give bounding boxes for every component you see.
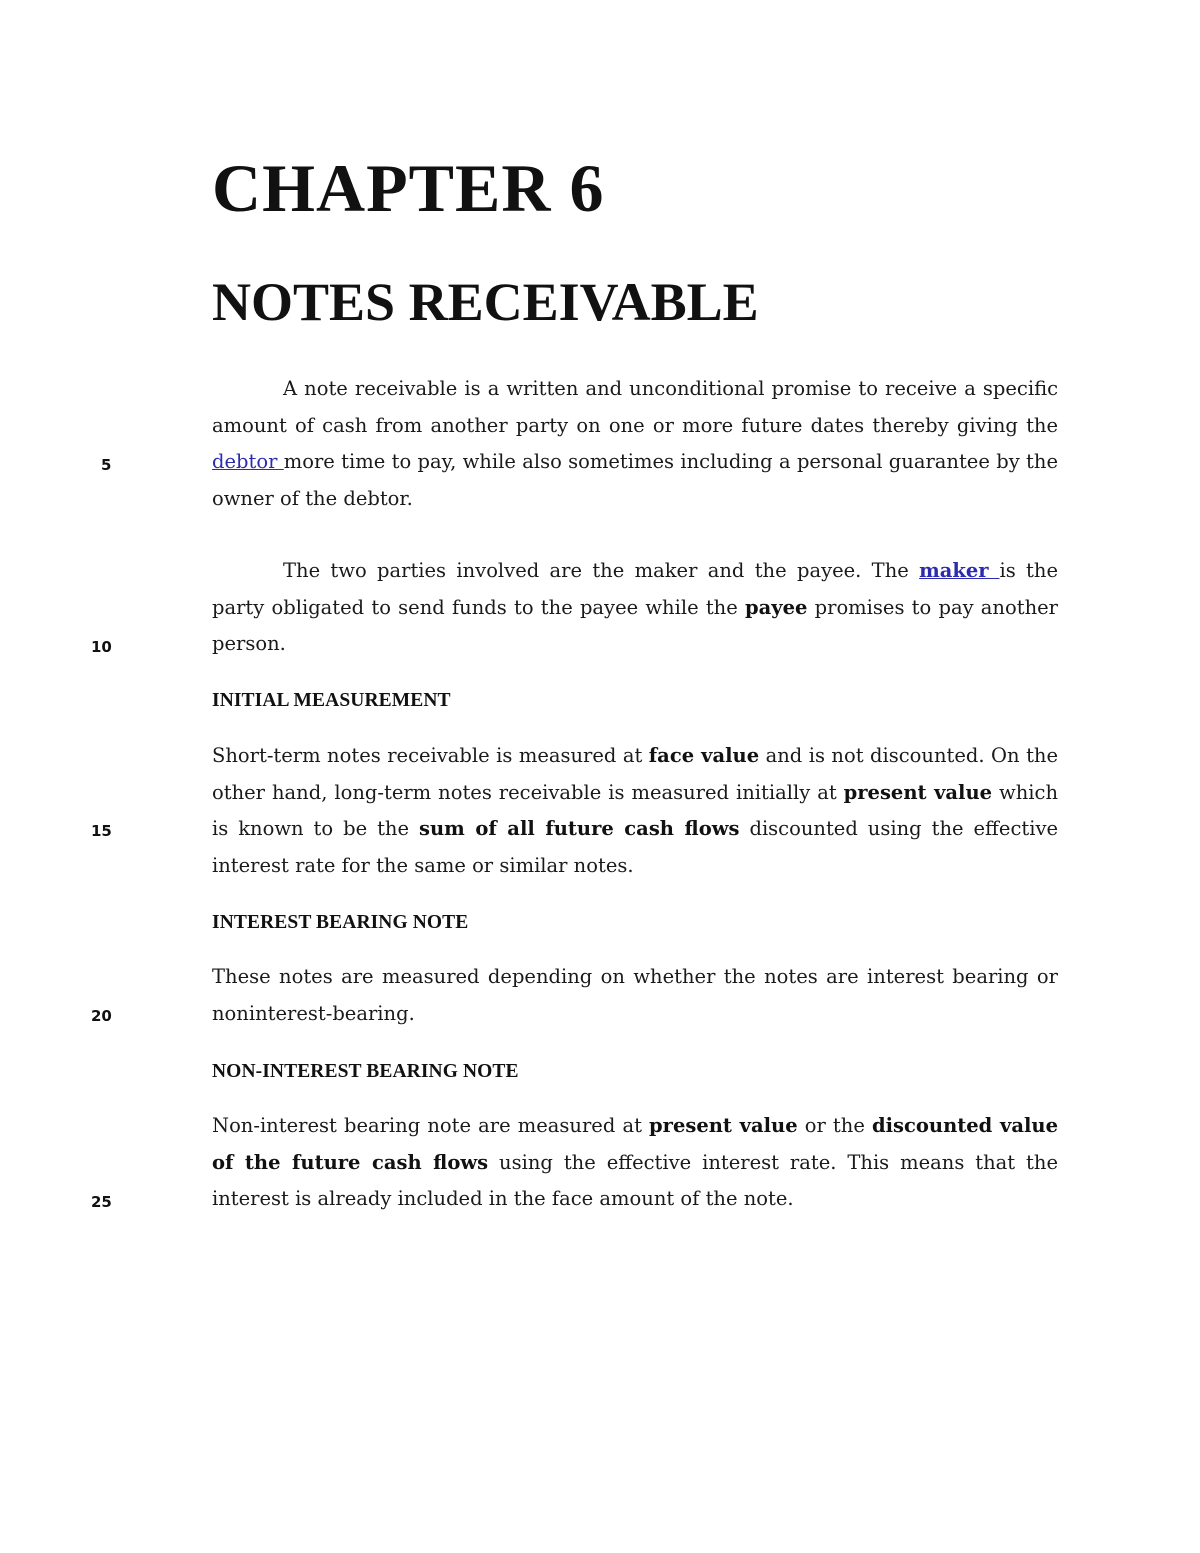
bold-term: face value <box>648 744 760 767</box>
text-run: These notes are measured depending on whether the notes are interest bearing or noninterest-bearing. <box>212 965 1058 1025</box>
text-run: A note receivable is a written and unconditional promise to receive a specific amount of cash from another party on one or more future dates thereby giving the <box>212 377 1058 437</box>
paragraph-parties <box>212 553 1058 663</box>
text-run: using the effective interest rate. This means that the interest is already included in the face amount of the note. <box>212 1150 1058 1210</box>
text-run: The two parties involved are the maker and the payee. The <box>283 559 920 582</box>
heading-interest-bearing: INTEREST BEARING NOTE <box>212 912 469 933</box>
section-title: NOTES RECEIVABLE <box>212 272 759 332</box>
text-run: discounted using the effective interest rate for the same or similar notes. <box>212 817 1058 877</box>
line-number: 20 <box>91 1007 112 1025</box>
line-number: 10 <box>91 638 112 656</box>
paragraph-interest-bearing <box>212 959 1058 1032</box>
paragraph-definition <box>212 371 1058 517</box>
line-number: 25 <box>91 1193 112 1211</box>
text-run: and is not discounted. On the other hand, long-term notes receivable is measured initially at <box>212 744 1058 804</box>
bold-term: present value <box>843 780 993 804</box>
text-run: Short-term notes receivable is measured at <box>212 744 649 767</box>
chapter-title: CHAPTER 6 <box>212 150 605 226</box>
line-number: 15 <box>91 822 112 840</box>
paragraph-non-interest-bearing <box>212 1108 1058 1218</box>
text-run: is the party obligated to send funds to the payee while the <box>212 559 1058 619</box>
bold-term: sum of all future cash flows <box>419 817 740 840</box>
maker-link[interactable]: maker <box>919 559 1000 582</box>
text-run: Non-interest bearing note are measured at <box>212 1114 650 1137</box>
heading-non-interest-bearing: NON-INTEREST BEARING NOTE <box>212 1061 519 1082</box>
text-run: promises to pay another person. <box>212 595 1058 655</box>
bold-term: present value <box>649 1114 798 1137</box>
paragraph-initial-measurement <box>212 738 1058 884</box>
debtor-link[interactable]: debtor <box>212 450 284 473</box>
heading-initial-measurement: INITIAL MEASUREMENT <box>212 690 451 711</box>
text-run: which is known to be the <box>212 780 1059 840</box>
bold-term: discounted value of the future cash flows <box>212 1114 1058 1174</box>
line-number: 5 <box>101 456 112 474</box>
bold-term: payee <box>745 595 808 619</box>
text-run: more time to pay, while also sometimes including a personal guarantee by the owner of the debtor. <box>212 450 1058 510</box>
text-run: or the <box>797 1114 872 1137</box>
